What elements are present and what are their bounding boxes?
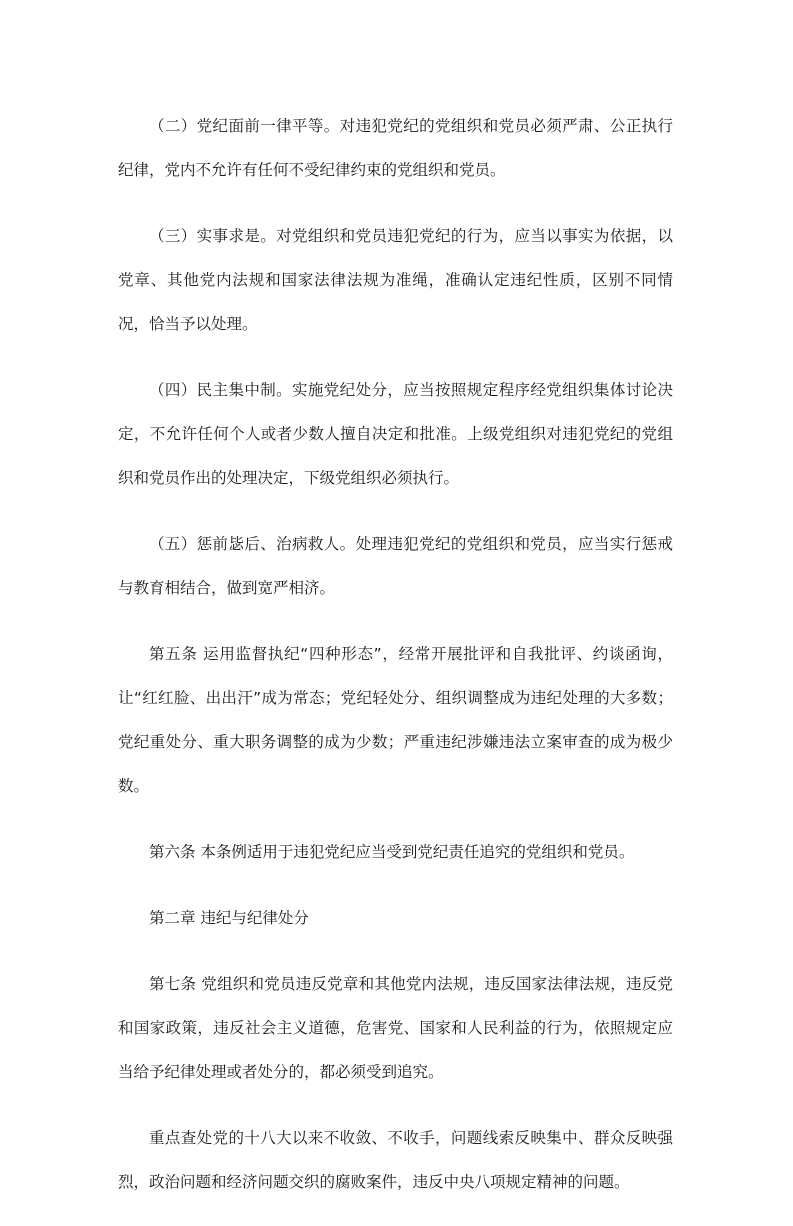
paragraph-principle-3: （三）实事求是。对党组织和党员违犯党纪的行为，应当以事实为依据，以党章、其他党内法规和国家法律法规为准绳，准确认定违纪性质，区别不同情况，恰当予以处理。 [118,227,673,333]
document-body [118,104,673,1226]
paragraph-article-7: 第七条 党组织和党员违反党章和其他党内法规，违反国家法律法规，违反党和国家政策，违反社会主义道德，危害党、国家和人民利益的行为，依照规定应当给予纪律处理或者处分的，都必须受到追究。 [118,975,673,1081]
paragraph-principle-5: （五）惩前毖后、治病救人。处理违犯党纪的党组织和党员，应当实行惩戒与教育相结合，做到宽严相济。 [118,535,673,597]
paragraph-key-investigation: 重点查处党的十八大以来不收敛、不收手，问题线索反映集中、群众反映强烈，政治问题和经济问题交织的腐败案件，违反中央八项规定精神的问题。 [118,1129,673,1191]
paragraph-principle-4: （四）民主集中制。实施党纪处分，应当按照规定程序经党组织集体讨论决定，不允许任何个人或者少数人擅自决定和批准。上级党组织对违犯党纪的党组织和党员作出的处理决定，下级党组织必须执行。 [118,381,673,487]
paragraph-principle-2: （二）党纪面前一律平等。对违犯党纪的党组织和党员必须严肃、公正执行纪律，党内不允许有任何不受纪律约束的党组织和党员。 [118,117,673,179]
paragraph-article-6: 第六条 本条例适用于违犯党纪应当受到党纪责任追究的党组织和党员。 [149,843,635,861]
chapter-heading: 第二章 违纪与纪律处分 [149,909,309,927]
paragraph-article-5: 第五条 运用监督执纪“四种形态”，经常开展批评和自我批评、约谈函询，让“红红脸、出出汗”成为常态；党纪轻处分、组织调整成为违纪处理的大多数；党纪重处分、重大职务调整的成为少数；严重违纪涉嫌违法立案审查的成为极少数。 [118,645,673,795]
